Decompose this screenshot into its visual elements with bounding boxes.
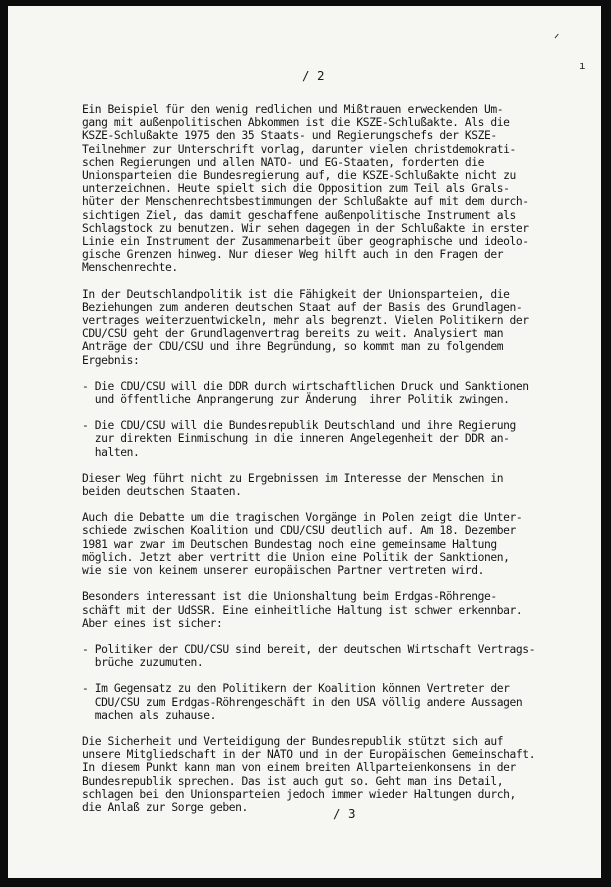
text-line: Linie ein Instrument der Zusammenarbeit über geographische und ideolo- — [82, 235, 529, 249]
bullet-item — [82, 419, 601, 459]
margin-mark-top-right: ᐟ — [554, 32, 560, 47]
paragraph — [82, 103, 601, 275]
text-line: - Politiker der CDU/CSU sind bereit, der deutschen Wirtschaft Vertrags- — [82, 642, 536, 656]
text-line: Ein Beispiel für den wenig redlichen und Mißtrauen erweckenden Um- — [82, 103, 504, 116]
text-line: 1981 war zwar im Deutschen Bundestag noch eine gemeinsame Haltung — [82, 537, 497, 551]
text-line: Beziehungen zum anderen deutschen Staat auf der Basis des Grundlagen- — [82, 300, 523, 314]
text-line: - Die CDU/CSU will die Bundesrepublik Deutschland und ihre Regierung — [82, 419, 516, 433]
paragraph — [82, 590, 601, 630]
text-line: Menschenrechte. — [82, 261, 178, 275]
text-line: unterzeichnen. Heute spielt sich die Opposition zum Teil als Grals- — [82, 182, 510, 196]
text-line: Bundesrepublik sprechen. Das ist auch gut so. Geht man ins Detail, — [82, 774, 504, 788]
text-line: möglich. Jetzt aber vertritt die Union eine Politik der Sanktionen, — [82, 550, 510, 564]
text-line: brüche zuzumuten. — [82, 656, 204, 670]
page-number-footer: / 3 — [333, 806, 356, 821]
text-line: Unionsparteien die Bundesregierung auf, die KSZE-Schlußakte nicht zu — [82, 169, 516, 183]
text-line: In diesem Punkt kann man von einem breiten Allparteienkonsens in der — [82, 761, 516, 775]
text-line: Dieser Weg führt nicht zu Ergebnissen im Interesse der Menschen in — [82, 471, 504, 485]
text-line: KSZE-Schlußakte 1975 den 35 Staats- und Regierungschefs der KSZE- — [82, 129, 497, 143]
text-line: Aber eines ist sicher: — [82, 616, 223, 630]
paragraph — [82, 511, 601, 577]
text-line: CDU/CSU zum Erdgas-Röhrengeschäft in den USA völlig andere Aussagen — [82, 695, 523, 709]
text-line: und öffentliche Anprangerung zur Änderung ihrer Politik zwingen. — [82, 393, 510, 407]
text-line: Besonders interessant ist die Unionshaltung beim Erdgas-Röhrenge- — [82, 590, 497, 604]
text-line: Ergebnis: — [82, 353, 140, 367]
text-line: gische Grenzen hinweg. Nur dieser Weg hilft auch in den Fragen der — [82, 248, 504, 262]
text-line: CDU/CSU geht der Grundlagenvertrag bereits zu weit. Analysiert man — [82, 327, 504, 341]
text-line: die Anlaß zur Sorge geben. — [82, 800, 248, 814]
text-line: schiede zwischen Koalition und CDU/CSU deutlich auf. Am 18. Dezember — [82, 524, 516, 538]
bullet-item — [82, 682, 601, 722]
text-line: gang mit außenpolitischen Abkommen ist die KSZE-Schlußakte. Als die — [82, 116, 510, 130]
text-line: Schlagstock zu benutzen. Wir sehen dagegen in der Schlußakte in erster — [82, 221, 529, 235]
margin-mark-right: ı — [579, 59, 586, 72]
paragraph — [82, 735, 601, 814]
text-line: halten. — [82, 445, 140, 459]
text-line: sichtigen Ziel, das damit geschaffene außenpolitische Instrument als — [82, 208, 516, 222]
bullet-item — [82, 380, 601, 406]
paragraph — [82, 288, 601, 367]
text-line: Teilnehmer zur Unterschrift vorlag, darunter vielen christdemokrati- — [82, 142, 516, 156]
text-line: zur direkten Einmischung in die inneren Angelegenheit der DDR an- — [82, 432, 510, 446]
text-line: Die Sicherheit und Verteidigung der Bundesrepublik stützt sich auf — [82, 734, 504, 748]
text-line: unsere Mitgliedschaft in der NATO und in der Europäischen Gemeinschaft. — [82, 748, 536, 762]
text-line: Auch die Debatte um die tragischen Vorgänge in Polen zeigt die Unter- — [82, 511, 523, 525]
text-line: beiden deutschen Staaten. — [82, 485, 242, 499]
page-number-header: / 2 — [302, 68, 325, 83]
document-body — [82, 103, 601, 827]
text-line: schen Regierungen und allen NATO- und EG-Staaten, forderten die — [82, 155, 485, 169]
text-line: machen als zuhause. — [82, 708, 217, 722]
document-page — [8, 6, 601, 878]
text-line: schlagen bei den Unionsparteien jedoch immer wieder Haltungen durch, — [82, 787, 516, 801]
text-line: Anträge der CDU/CSU und ihre Begründung, so kommt man zu folgendem — [82, 340, 504, 354]
text-line: - Im Gegensatz zu den Politikern der Koalition können Vertreter der — [82, 682, 510, 696]
text-line: vertrages weiterzuentwickeln, mehr als begrenzt. Vielen Politikern der — [82, 314, 529, 328]
text-line: - Die CDU/CSU will die DDR durch wirtschaftlichen Druck und Sanktionen — [82, 379, 529, 393]
text-line: schäft mit der UdSSR. Eine einheitliche Haltung ist schwer erkennbar. — [82, 603, 523, 617]
text-line: hüter der Menschenrechtsbestimmungen der Schlußakte auf mit dem durch- — [82, 195, 529, 209]
text-line: wie sie von keinem unserer europäischen Partner vertreten wird. — [82, 564, 485, 578]
bullet-item — [82, 643, 601, 669]
paragraph — [82, 472, 601, 498]
text-line: In der Deutschlandpolitik ist die Fähigkeit der Unionsparteien, die — [82, 287, 510, 301]
